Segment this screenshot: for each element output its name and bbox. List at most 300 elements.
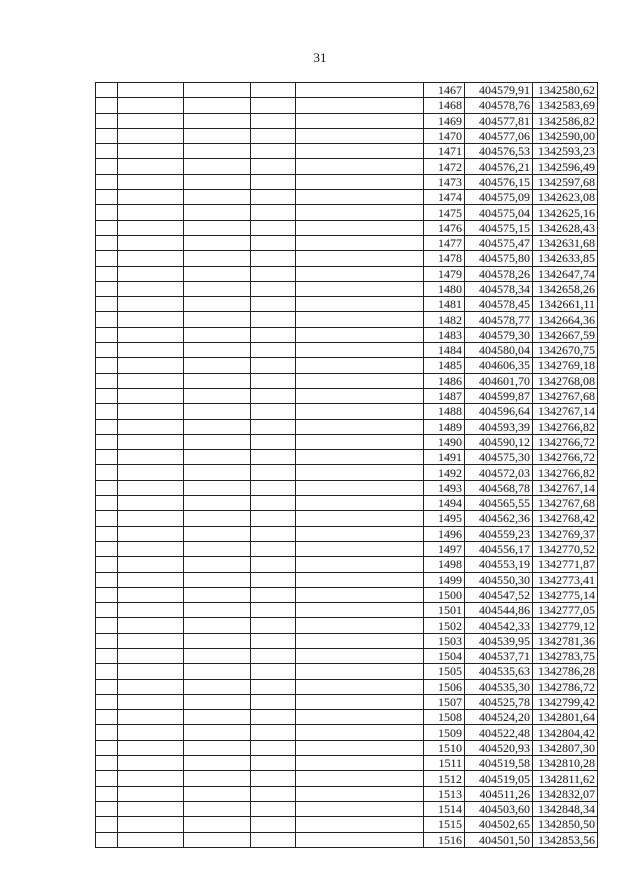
empty-cell (251, 113, 296, 128)
empty-cell (251, 496, 296, 511)
empty-cell (96, 205, 118, 220)
empty-cell (118, 98, 184, 113)
table-row (96, 144, 598, 159)
empty-cell (251, 220, 296, 235)
empty-cell (184, 404, 251, 419)
table-row (96, 174, 598, 189)
empty-cell (251, 343, 296, 358)
empty-cell (96, 817, 118, 832)
x-coordinate-cell: 404596,64 (465, 404, 533, 419)
empty-cell (184, 297, 251, 312)
empty-cell (296, 511, 424, 526)
empty-cell (118, 450, 184, 465)
y-coordinate-cell: 1342766,72 (533, 434, 598, 449)
empty-cell (296, 327, 424, 342)
empty-cell (251, 128, 296, 143)
x-coordinate-cell: 404578,77 (465, 312, 533, 327)
empty-cell (184, 832, 251, 847)
x-coordinate-cell: 404565,55 (465, 496, 533, 511)
empty-cell (118, 205, 184, 220)
table-row (96, 83, 598, 98)
y-coordinate-cell: 1342647,74 (533, 266, 598, 281)
empty-cell (96, 587, 118, 602)
empty-cell (296, 694, 424, 709)
y-coordinate-cell: 1342631,68 (533, 235, 598, 250)
table-row (96, 235, 598, 250)
x-coordinate-cell: 404606,35 (465, 358, 533, 373)
table-row (96, 511, 598, 526)
y-coordinate-cell: 1342810,28 (533, 756, 598, 771)
table-row (96, 205, 598, 220)
empty-cell (118, 297, 184, 312)
empty-cell (251, 679, 296, 694)
empty-cell (184, 281, 251, 296)
empty-cell (96, 450, 118, 465)
y-coordinate-cell: 1342767,14 (533, 404, 598, 419)
empty-cell (96, 694, 118, 709)
point-number-cell: 1475 (424, 205, 465, 220)
x-coordinate-cell: 404576,53 (465, 144, 533, 159)
empty-cell (118, 343, 184, 358)
y-coordinate-cell: 1342590,00 (533, 128, 598, 143)
point-number-cell: 1497 (424, 541, 465, 556)
empty-cell (184, 618, 251, 633)
empty-cell (184, 205, 251, 220)
y-coordinate-cell: 1342773,41 (533, 572, 598, 587)
x-coordinate-cell: 404576,21 (465, 159, 533, 174)
empty-cell (251, 817, 296, 832)
empty-cell (118, 572, 184, 587)
empty-cell (118, 603, 184, 618)
empty-cell (118, 404, 184, 419)
x-coordinate-cell: 404575,30 (465, 450, 533, 465)
table-row (96, 190, 598, 205)
empty-cell (184, 710, 251, 725)
table-row (96, 526, 598, 541)
empty-cell (118, 511, 184, 526)
table-row (96, 128, 598, 143)
empty-cell (96, 771, 118, 786)
y-coordinate-cell: 1342583,69 (533, 98, 598, 113)
empty-cell (296, 817, 424, 832)
empty-cell (184, 251, 251, 266)
point-number-cell: 1488 (424, 404, 465, 419)
point-number-cell: 1482 (424, 312, 465, 327)
empty-cell (251, 434, 296, 449)
empty-cell (184, 128, 251, 143)
empty-cell (184, 419, 251, 434)
point-number-cell: 1468 (424, 98, 465, 113)
empty-cell (184, 98, 251, 113)
empty-cell (184, 480, 251, 495)
point-number-cell: 1480 (424, 281, 465, 296)
empty-cell (118, 281, 184, 296)
empty-cell (118, 557, 184, 572)
empty-cell (118, 832, 184, 847)
empty-cell (296, 771, 424, 786)
empty-cell (296, 480, 424, 495)
empty-cell (251, 373, 296, 388)
empty-cell (296, 465, 424, 480)
y-coordinate-cell: 1342597,68 (533, 174, 598, 189)
x-coordinate-cell: 404601,70 (465, 373, 533, 388)
point-number-cell: 1503 (424, 633, 465, 648)
empty-cell (296, 373, 424, 388)
empty-cell (118, 159, 184, 174)
empty-cell (184, 174, 251, 189)
empty-cell (251, 235, 296, 250)
empty-cell (118, 618, 184, 633)
empty-cell (184, 220, 251, 235)
y-coordinate-cell: 1342770,52 (533, 541, 598, 556)
y-coordinate-cell: 1342768,08 (533, 373, 598, 388)
table-row (96, 496, 598, 511)
empty-cell (184, 190, 251, 205)
table-row (96, 220, 598, 235)
empty-cell (118, 801, 184, 816)
empty-cell (251, 511, 296, 526)
empty-cell (251, 281, 296, 296)
empty-cell (96, 128, 118, 143)
x-coordinate-cell: 404537,71 (465, 648, 533, 663)
empty-cell (184, 327, 251, 342)
empty-cell (96, 144, 118, 159)
point-number-cell: 1495 (424, 511, 465, 526)
empty-cell (251, 526, 296, 541)
y-coordinate-cell: 1342777,05 (533, 603, 598, 618)
empty-cell (184, 725, 251, 740)
table-row (96, 388, 598, 403)
x-coordinate-cell: 404559,23 (465, 526, 533, 541)
y-coordinate-cell: 1342625,16 (533, 205, 598, 220)
x-coordinate-cell: 404580,04 (465, 343, 533, 358)
y-coordinate-cell: 1342768,42 (533, 511, 598, 526)
empty-cell (118, 83, 184, 98)
empty-cell (184, 541, 251, 556)
table-row (96, 679, 598, 694)
point-number-cell: 1474 (424, 190, 465, 205)
table-row (96, 832, 598, 847)
empty-cell (296, 404, 424, 419)
y-coordinate-cell: 1342593,23 (533, 144, 598, 159)
empty-cell (296, 756, 424, 771)
empty-cell (251, 648, 296, 663)
empty-cell (96, 373, 118, 388)
empty-cell (251, 557, 296, 572)
empty-cell (118, 633, 184, 648)
empty-cell (96, 526, 118, 541)
x-coordinate-cell: 404535,30 (465, 679, 533, 694)
table-row (96, 266, 598, 281)
empty-cell (118, 786, 184, 801)
y-coordinate-cell: 1342633,85 (533, 251, 598, 266)
empty-cell (96, 266, 118, 281)
table-row (96, 159, 598, 174)
empty-cell (184, 679, 251, 694)
empty-cell (296, 297, 424, 312)
y-coordinate-cell: 1342586,82 (533, 113, 598, 128)
y-coordinate-cell: 1342853,56 (533, 832, 598, 847)
table-row (96, 587, 598, 602)
empty-cell (118, 771, 184, 786)
y-coordinate-cell: 1342767,68 (533, 496, 598, 511)
point-number-cell: 1504 (424, 648, 465, 663)
empty-cell (184, 756, 251, 771)
empty-cell (184, 648, 251, 663)
empty-cell (96, 801, 118, 816)
table-row (96, 817, 598, 832)
empty-cell (296, 251, 424, 266)
x-coordinate-cell: 404575,09 (465, 190, 533, 205)
empty-cell (184, 511, 251, 526)
empty-cell (251, 358, 296, 373)
empty-cell (184, 113, 251, 128)
x-coordinate-cell: 404501,50 (465, 832, 533, 847)
empty-cell (251, 190, 296, 205)
empty-cell (118, 480, 184, 495)
x-coordinate-cell: 404511,26 (465, 786, 533, 801)
point-number-cell: 1487 (424, 388, 465, 403)
table-row (96, 541, 598, 556)
empty-cell (296, 648, 424, 663)
table-row (96, 648, 598, 663)
point-number-cell: 1496 (424, 526, 465, 541)
empty-cell (251, 710, 296, 725)
empty-cell (296, 526, 424, 541)
point-number-cell: 1511 (424, 756, 465, 771)
empty-cell (251, 694, 296, 709)
y-coordinate-cell: 1342769,18 (533, 358, 598, 373)
point-number-cell: 1490 (424, 434, 465, 449)
x-coordinate-cell: 404556,17 (465, 541, 533, 556)
empty-cell (296, 144, 424, 159)
empty-cell (118, 710, 184, 725)
empty-cell (296, 128, 424, 143)
x-coordinate-cell: 404544,86 (465, 603, 533, 618)
empty-cell (96, 220, 118, 235)
y-coordinate-cell: 1342766,82 (533, 419, 598, 434)
empty-cell (184, 572, 251, 587)
x-coordinate-cell: 404547,52 (465, 587, 533, 602)
y-coordinate-cell: 1342670,75 (533, 343, 598, 358)
point-number-cell: 1493 (424, 480, 465, 495)
empty-cell (118, 694, 184, 709)
empty-cell (118, 327, 184, 342)
empty-cell (118, 251, 184, 266)
empty-cell (251, 771, 296, 786)
table-row (96, 419, 598, 434)
y-coordinate-cell: 1342804,42 (533, 725, 598, 740)
point-number-cell: 1498 (424, 557, 465, 572)
y-coordinate-cell: 1342628,43 (533, 220, 598, 235)
empty-cell (118, 419, 184, 434)
empty-cell (96, 603, 118, 618)
table-row (96, 113, 598, 128)
empty-cell (96, 664, 118, 679)
x-coordinate-cell: 404525,78 (465, 694, 533, 709)
empty-cell (118, 128, 184, 143)
empty-cell (251, 144, 296, 159)
point-number-cell: 1508 (424, 710, 465, 725)
empty-cell (251, 664, 296, 679)
empty-cell (251, 205, 296, 220)
empty-cell (296, 740, 424, 755)
x-coordinate-cell: 404576,15 (465, 174, 533, 189)
table-row (96, 557, 598, 572)
page-number: 31 (313, 50, 327, 65)
table-row (96, 404, 598, 419)
y-coordinate-cell: 1342766,72 (533, 450, 598, 465)
empty-cell (296, 266, 424, 281)
empty-cell (96, 434, 118, 449)
point-number-cell: 1501 (424, 603, 465, 618)
empty-cell (96, 312, 118, 327)
empty-cell (296, 98, 424, 113)
table-row (96, 710, 598, 725)
x-coordinate-cell: 404578,76 (465, 98, 533, 113)
empty-cell (251, 603, 296, 618)
point-number-cell: 1515 (424, 817, 465, 832)
point-number-cell: 1478 (424, 251, 465, 266)
table-row (96, 281, 598, 296)
empty-cell (96, 83, 118, 98)
x-coordinate-cell: 404575,47 (465, 235, 533, 250)
point-number-cell: 1485 (424, 358, 465, 373)
empty-cell (118, 526, 184, 541)
x-coordinate-cell: 404562,36 (465, 511, 533, 526)
coordinates-table-body (96, 83, 598, 848)
point-number-cell: 1483 (424, 327, 465, 342)
empty-cell (118, 465, 184, 480)
empty-cell (96, 786, 118, 801)
empty-cell (184, 633, 251, 648)
table-row (96, 756, 598, 771)
point-number-cell: 1476 (424, 220, 465, 235)
x-coordinate-cell: 404519,05 (465, 771, 533, 786)
table-row (96, 572, 598, 587)
x-coordinate-cell: 404575,04 (465, 205, 533, 220)
point-number-cell: 1489 (424, 419, 465, 434)
y-coordinate-cell: 1342580,62 (533, 83, 598, 98)
empty-cell (296, 679, 424, 694)
empty-cell (251, 159, 296, 174)
x-coordinate-cell: 404524,20 (465, 710, 533, 725)
table-row (96, 618, 598, 633)
empty-cell (96, 679, 118, 694)
empty-cell (96, 235, 118, 250)
empty-cell (118, 312, 184, 327)
empty-cell (296, 450, 424, 465)
table-row (96, 664, 598, 679)
table-row (96, 480, 598, 495)
empty-cell (296, 205, 424, 220)
empty-cell (96, 419, 118, 434)
point-number-cell: 1471 (424, 144, 465, 159)
x-coordinate-cell: 404578,34 (465, 281, 533, 296)
empty-cell (184, 358, 251, 373)
empty-cell (118, 266, 184, 281)
empty-cell (296, 725, 424, 740)
point-number-cell: 1477 (424, 235, 465, 250)
empty-cell (96, 465, 118, 480)
x-coordinate-cell: 404578,26 (465, 266, 533, 281)
empty-cell (118, 190, 184, 205)
empty-cell (251, 388, 296, 403)
empty-cell (118, 725, 184, 740)
empty-cell (96, 251, 118, 266)
point-number-cell: 1484 (424, 343, 465, 358)
point-number-cell: 1506 (424, 679, 465, 694)
empty-cell (251, 266, 296, 281)
empty-cell (118, 174, 184, 189)
empty-cell (118, 740, 184, 755)
empty-cell (251, 801, 296, 816)
x-coordinate-cell: 404550,30 (465, 572, 533, 587)
point-number-cell: 1473 (424, 174, 465, 189)
empty-cell (96, 327, 118, 342)
empty-cell (184, 603, 251, 618)
empty-cell (296, 832, 424, 847)
empty-cell (296, 664, 424, 679)
y-coordinate-cell: 1342596,49 (533, 159, 598, 174)
point-number-cell: 1509 (424, 725, 465, 740)
empty-cell (96, 541, 118, 556)
empty-cell (96, 98, 118, 113)
point-number-cell: 1510 (424, 740, 465, 755)
empty-cell (296, 603, 424, 618)
point-number-cell: 1505 (424, 664, 465, 679)
empty-cell (251, 251, 296, 266)
y-coordinate-cell: 1342623,08 (533, 190, 598, 205)
empty-cell (96, 648, 118, 663)
y-coordinate-cell: 1342832,07 (533, 786, 598, 801)
y-coordinate-cell: 1342786,72 (533, 679, 598, 694)
empty-cell (118, 113, 184, 128)
empty-cell (296, 190, 424, 205)
x-coordinate-cell: 404520,93 (465, 740, 533, 755)
x-coordinate-cell: 404578,45 (465, 297, 533, 312)
empty-cell (184, 694, 251, 709)
point-number-cell: 1514 (424, 801, 465, 816)
y-coordinate-cell: 1342799,42 (533, 694, 598, 709)
table-row (96, 373, 598, 388)
empty-cell (118, 144, 184, 159)
y-coordinate-cell: 1342667,59 (533, 327, 598, 342)
empty-cell (96, 572, 118, 587)
y-coordinate-cell: 1342771,87 (533, 557, 598, 572)
empty-cell (184, 801, 251, 816)
empty-cell (96, 190, 118, 205)
table-row (96, 327, 598, 342)
table-row (96, 740, 598, 755)
y-coordinate-cell: 1342781,36 (533, 633, 598, 648)
empty-cell (184, 312, 251, 327)
empty-cell (118, 235, 184, 250)
empty-cell (96, 404, 118, 419)
table-row (96, 694, 598, 709)
x-coordinate-cell: 404522,48 (465, 725, 533, 740)
empty-cell (184, 235, 251, 250)
x-coordinate-cell: 404535,63 (465, 664, 533, 679)
empty-cell (96, 725, 118, 740)
y-coordinate-cell: 1342801,64 (533, 710, 598, 725)
empty-cell (118, 756, 184, 771)
table-row (96, 786, 598, 801)
empty-cell (184, 83, 251, 98)
empty-cell (296, 113, 424, 128)
y-coordinate-cell: 1342850,50 (533, 817, 598, 832)
x-coordinate-cell: 404575,80 (465, 251, 533, 266)
